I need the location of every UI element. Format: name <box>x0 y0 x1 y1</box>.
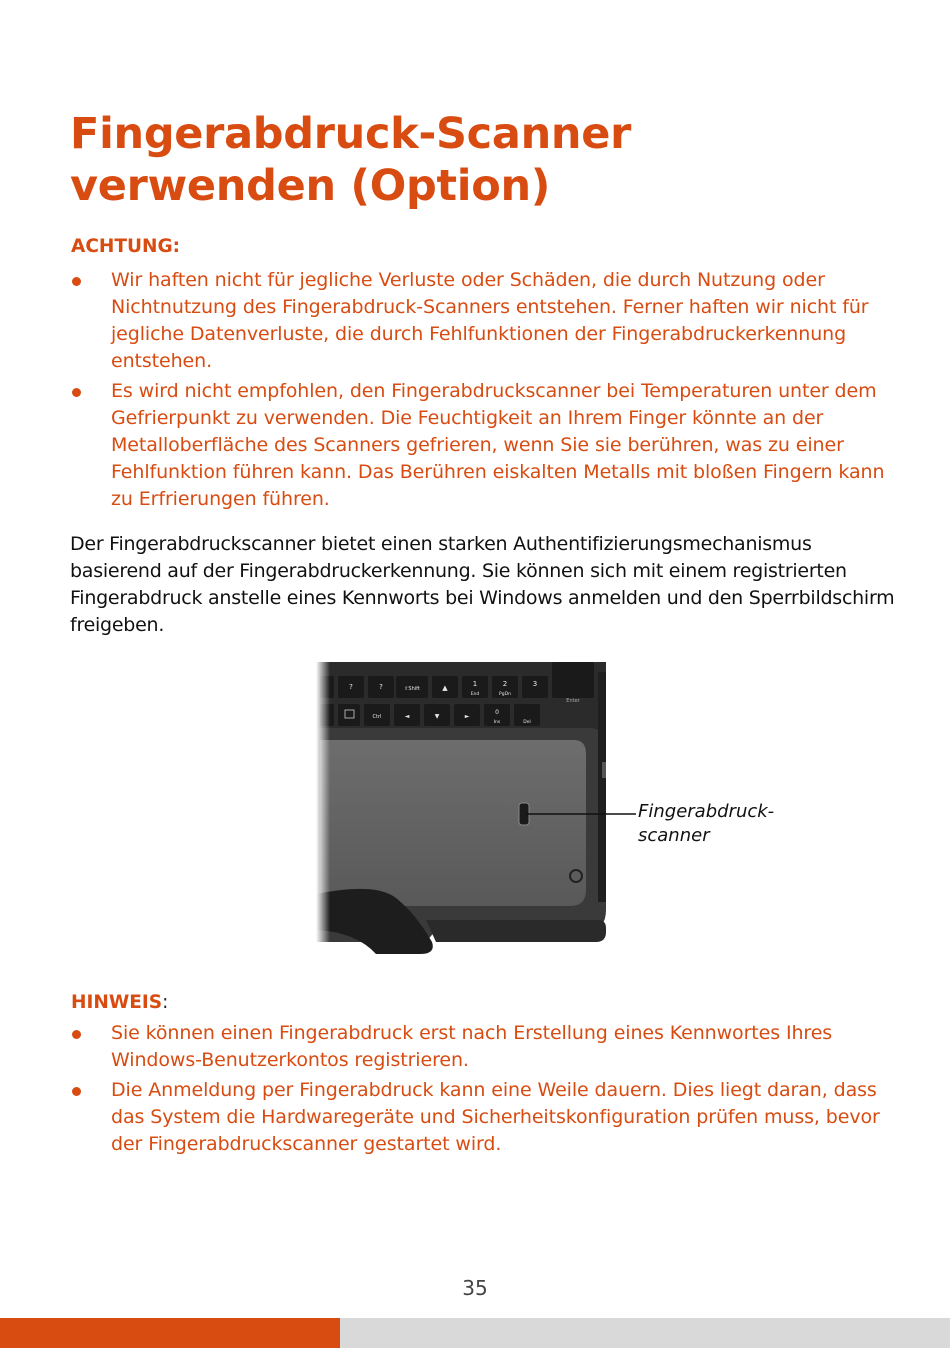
key-label: ▲ <box>442 684 448 692</box>
key-label-enter: Enter <box>566 698 580 704</box>
side-port <box>602 762 606 778</box>
key-row-2 <box>320 704 540 726</box>
caution-item-text: Wir haften nicht für jegliche Verluste oder Schäden, die durch Nutzung oder Nichtnutzung des Fingerabdruck-Scanners entstehen. Ferner haften wir nicht für jegliche Datenverluste, die durch Fehlfunktionen der Fingerabdruckerkennung entstehen. <box>111 269 869 372</box>
note-item-text: Die Anmeldung per Fingerabdruck kann eine Weile dauern. Dies liegt daran, dass das System die Hardwaregeräte und Sicherheitskonfiguration prüfen muss, bevor der Fingerabdruckscanner gestartet wird. <box>111 1079 880 1155</box>
bullet-icon <box>72 388 81 397</box>
fingerprint-scanner-callout <box>638 800 774 848</box>
note-label <box>71 992 168 1013</box>
callout-line-2: scanner <box>638 825 710 846</box>
callout-line-1: Fingerabdruck- <box>638 801 775 822</box>
key-label: 0 <box>495 709 499 716</box>
note-label-colon: : <box>162 992 169 1013</box>
key-sublabel: Ins <box>493 720 501 725</box>
side-frame <box>598 672 606 902</box>
key-sublabel: PgDn <box>499 692 511 697</box>
title-line-1: Fingerabdruck-Scanner <box>70 109 631 159</box>
bullet-icon <box>72 1087 81 1096</box>
caution-item <box>70 378 890 513</box>
note-label-text: HINWEIS <box>71 992 163 1013</box>
key-sublabel: End <box>470 692 480 697</box>
image-fade <box>316 662 330 960</box>
key-label: 1 <box>472 680 478 688</box>
footer-accent-bar <box>0 1318 340 1348</box>
key-label: 2 <box>502 680 508 688</box>
note-item <box>70 1020 890 1074</box>
note-item-text: Sie können einen Fingerabdruck erst nach Erstellung eines Kennwortes Ihres Windows-Benutzerkontos registrieren. <box>111 1022 833 1071</box>
caution-list <box>70 267 890 516</box>
page-number: 35 <box>462 1276 488 1300</box>
palmrest-panel <box>320 740 586 906</box>
caution-label: ACHTUNG: <box>71 236 181 257</box>
page-title <box>70 108 631 212</box>
key-label: ⇧Shift <box>404 686 420 692</box>
key-label: ? <box>379 683 383 691</box>
title-line-2: verwenden (Option) <box>70 161 551 211</box>
caution-item <box>70 267 890 375</box>
base-edge <box>426 920 606 942</box>
key-label: ▼ <box>434 713 440 720</box>
bullet-icon <box>72 277 81 286</box>
key-label: ► <box>464 713 470 720</box>
key-sublabel: Del <box>523 720 531 725</box>
note-item <box>70 1077 890 1158</box>
key-label: Ctrl <box>372 714 382 720</box>
key-label: ? <box>349 683 353 691</box>
key-label: 3 <box>532 680 538 688</box>
note-list <box>70 1020 890 1161</box>
caution-item-text: Es wird nicht empfohlen, den Fingerabdruckscanner bei Temperaturen unter dem Gefrierpunkt zu verwenden. Die Feuchtigkeit an Ihrem Finger könnte an der Metalloberfläche des Scanners gefrieren, wenn Sie sie berühren, was zu einer Fehlfunktion führen kann. Das Berühren eiskalten Metalls mit bloßen Fingern kann zu Erfrierungen führen. <box>111 380 885 510</box>
body-paragraph: Der Fingerabdruckscanner bietet einen starken Authentifizierungsmechanismus basierend auf der Fingerabdruckerkennung. Sie können sich mit einem registrierten Fingerabdruck anstelle eines Kennworts bei Windows anmelden und den Sperrbildschirm freigeben. <box>70 533 895 636</box>
bullet-icon <box>72 1030 81 1039</box>
key-label: ◄ <box>404 713 410 720</box>
footer-grey-bar <box>340 1318 950 1348</box>
